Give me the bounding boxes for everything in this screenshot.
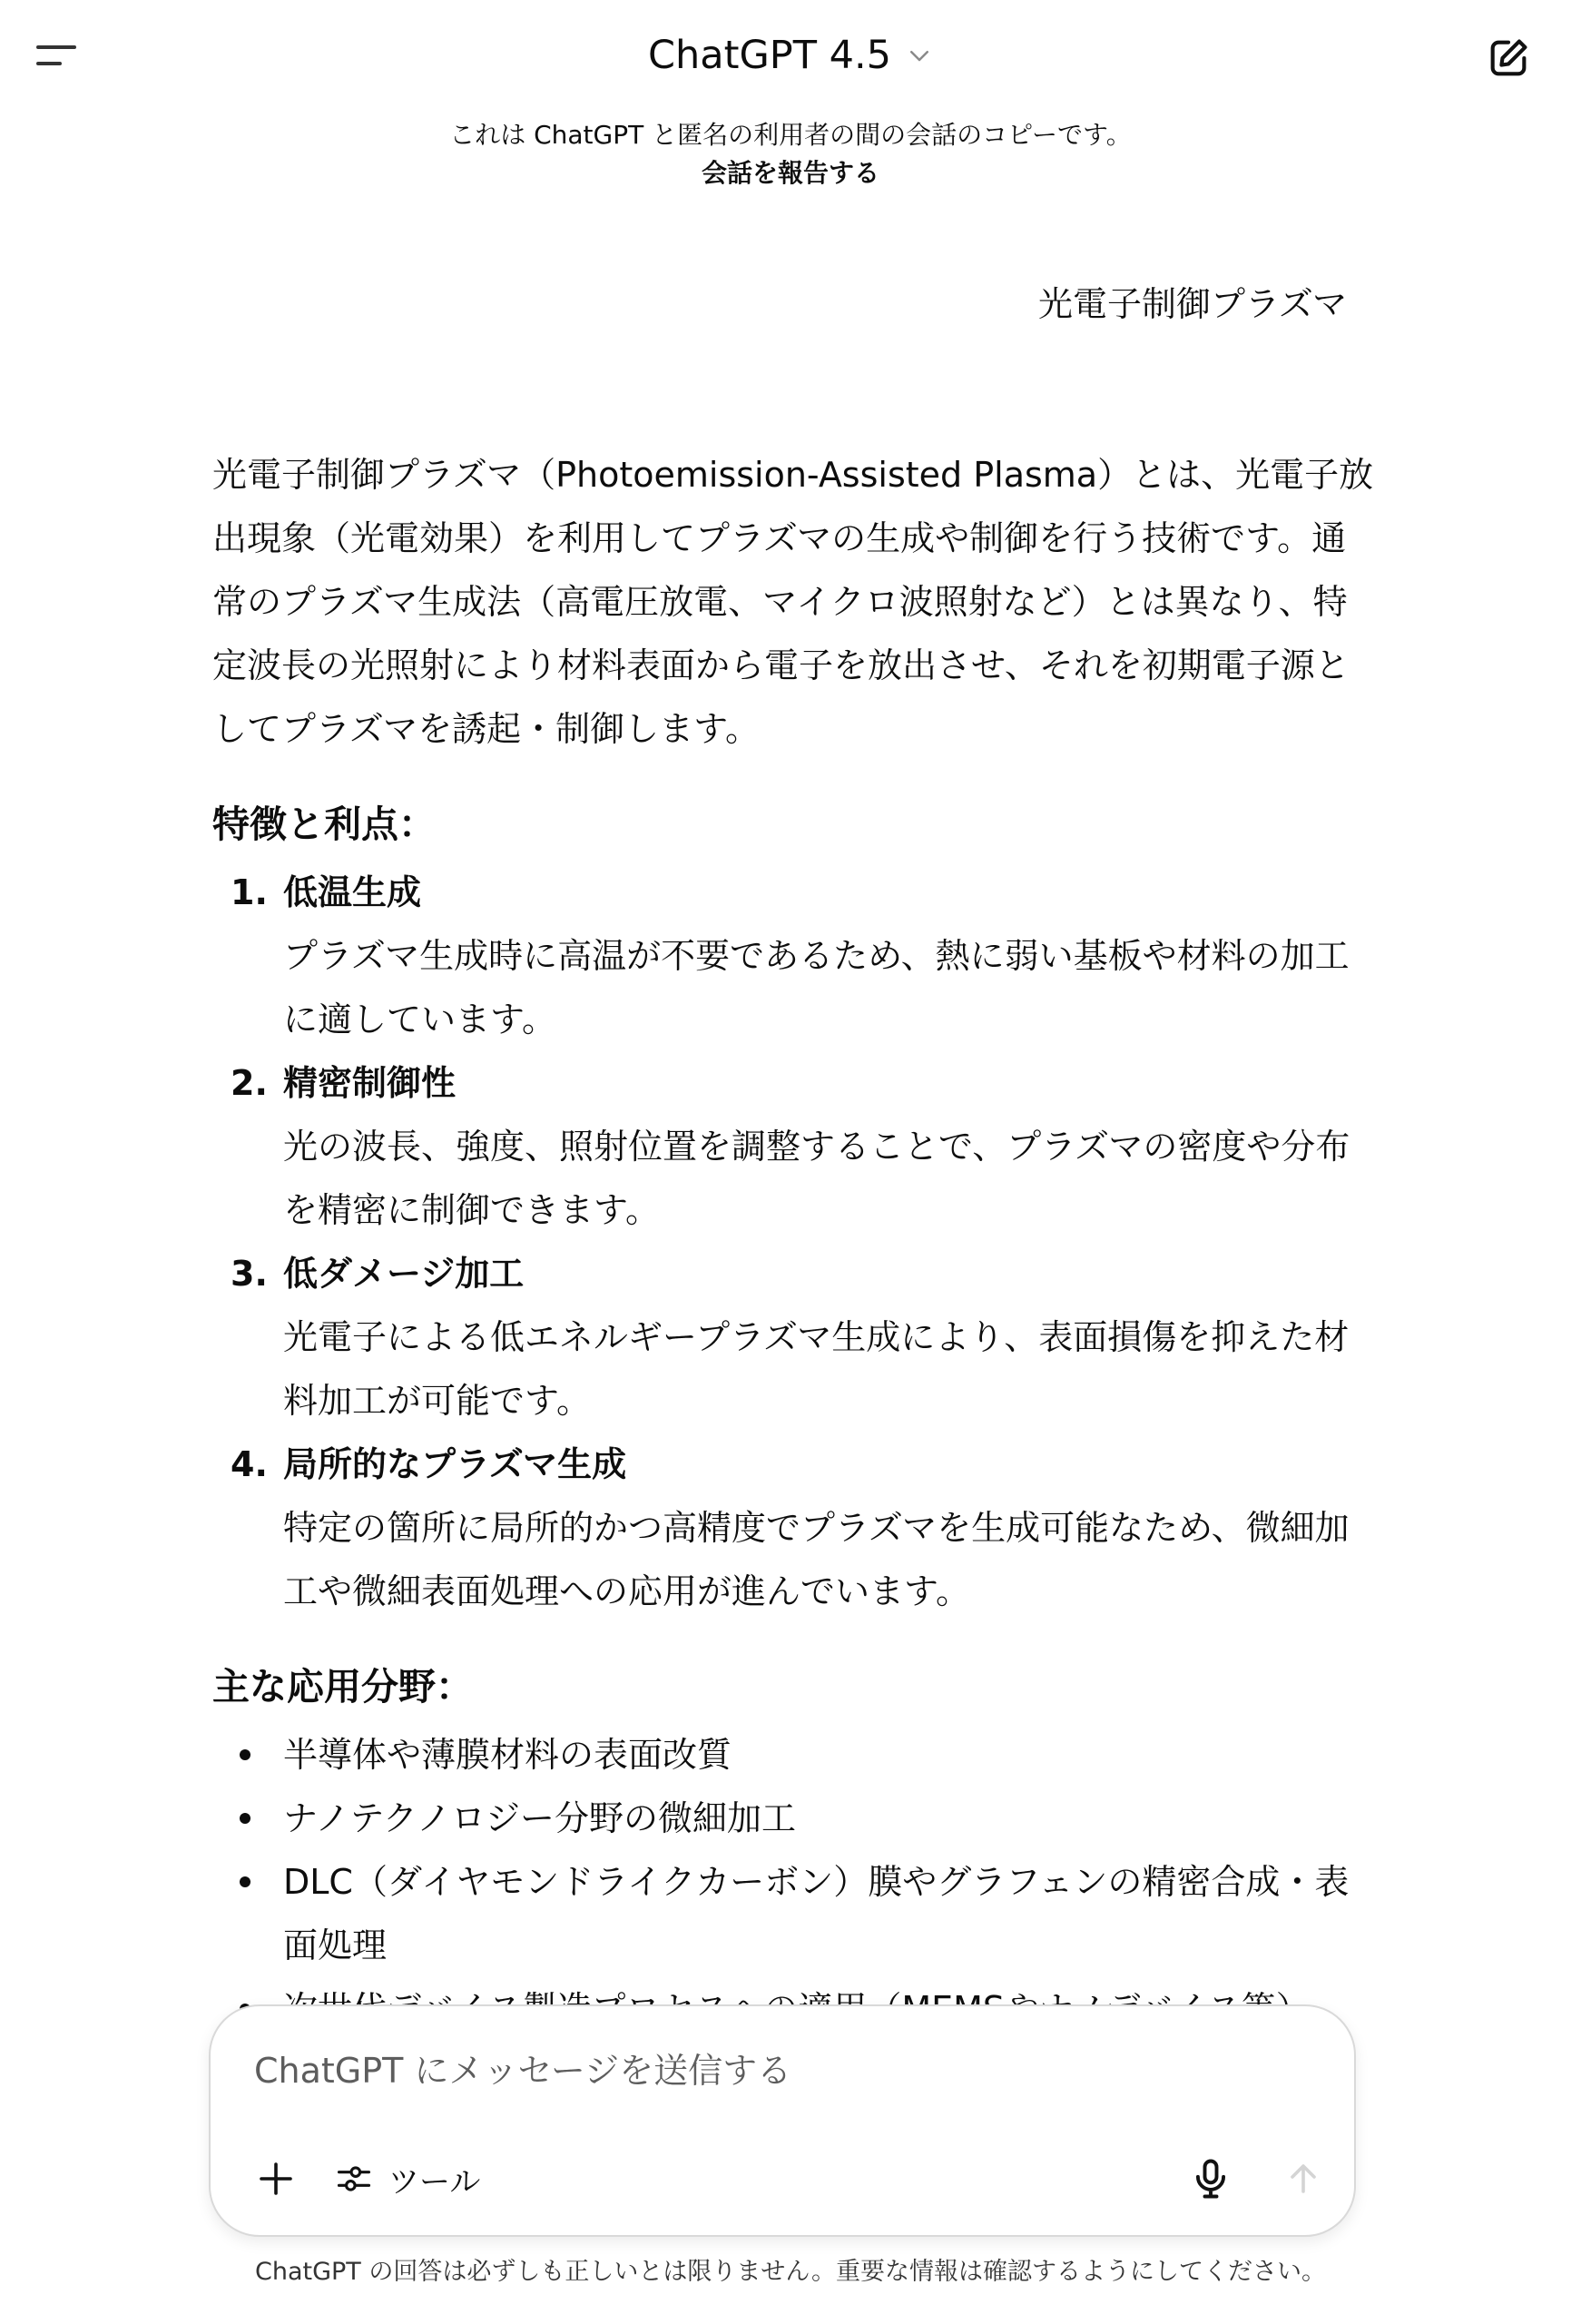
feature-number: 2. (231, 1063, 268, 1103)
model-selector[interactable] (648, 33, 933, 78)
model-label: ChatGPT 4.5 (647, 33, 892, 78)
tools-label: ツール (388, 2163, 481, 2201)
report-conversation-link[interactable]: 会話を報告する (701, 158, 879, 188)
disclaimer: ChatGPT の回答は必ずしも正しいとは限りません。重要な情報は確認するようにしてください。 (255, 2258, 1326, 2286)
application-text: 半導体や薄膜材料の表面改質 (283, 1735, 732, 1775)
applications-list (212, 1723, 1374, 2041)
microphone-icon (1205, 2162, 1217, 2183)
plus-icon (261, 2164, 290, 2193)
application-item (212, 1787, 1374, 1850)
feature-description: プラズマ生成時に高温が不要であるため、熱に弱い基板や材料の加工に適しています。 (283, 936, 1350, 1039)
bullet (240, 1876, 250, 1887)
feature-title: 低ダメージ加工 (283, 1254, 525, 1294)
feature-number: 1. (231, 872, 268, 912)
user-message: 光電子制御プラズマ (1038, 284, 1348, 324)
sliders-icon (334, 2159, 374, 2199)
shared-conversation-notice (0, 116, 1581, 192)
feature-number: 4. (231, 1444, 268, 1484)
features-list (212, 861, 1374, 1623)
application-text: DLC（ダイヤモンドライクカーボン）膜やグラフェンの精密合成・表面処理 (283, 1862, 1350, 1965)
feature-description: 特定の箇所に局所的かつ高精度でプラズマを生成可能なため、微細加工や微細表面処理への応用が進んでいます。 (283, 1508, 1350, 1611)
feature-title: 局所的なプラズマ生成 (283, 1444, 627, 1484)
new-chat-button[interactable] (1485, 34, 1532, 82)
features-heading: 特徴と利点： (212, 803, 436, 846)
notice-text: これは ChatGPT と匿名の利用者の間の会話のコピーです。 (449, 120, 1132, 150)
feature-item (212, 861, 1374, 1051)
edit-icon (1493, 43, 1525, 74)
feature-title: 精密制御性 (283, 1063, 457, 1103)
top-bar (0, 0, 1581, 118)
arrow-up-icon (1292, 2166, 1314, 2191)
bullet (240, 1749, 250, 1760)
feature-item (212, 1433, 1374, 1623)
application-item (212, 1723, 1374, 1787)
send-button[interactable] (1281, 2157, 1325, 2201)
answer-intro: 光電子制御プラズマ（Photoemission-Assisted Plasma）とは、光電子放出現象（光電効果）を利用してプラズマの生成や制御を行う技術です。通常のプラズマ生成法（高電圧放電、マイクロ波照射など）とは異なり、特定波長の光照射により材料表面から電子を放出させ、それを初期電子源としてプラズマを誘起・制御します。 (212, 455, 1374, 749)
voice-input-button[interactable] (1187, 2155, 1234, 2202)
tools-button[interactable] (334, 2155, 480, 2202)
feature-item (212, 1242, 1374, 1433)
bullet (240, 1813, 250, 1824)
message-composer (209, 2004, 1356, 2237)
feature-number: 3. (231, 1254, 268, 1294)
model-selector-wrap (0, 33, 1581, 78)
application-item (212, 1850, 1374, 1977)
feature-item (212, 1051, 1374, 1242)
feature-title: 低温生成 (283, 872, 422, 912)
assistant-message (212, 443, 1374, 2041)
feature-description: 光の波長、強度、照射位置を調整することで、プラズマの密度や分布を精密に制御できます。 (283, 1127, 1350, 1230)
feature-description: 光電子による低エネルギープラズマ生成により、表面損傷を抑えた材料加工が可能です。 (283, 1317, 1350, 1421)
chevron-down-icon (906, 42, 933, 69)
message-input[interactable]: ChatGPT にメッセージを送信する (254, 2051, 792, 2091)
attach-button[interactable] (254, 2157, 298, 2201)
applications-heading: 主な応用分野： (212, 1665, 473, 1709)
application-text: ナノテクノロジー分野の微細加工 (283, 1798, 797, 1838)
